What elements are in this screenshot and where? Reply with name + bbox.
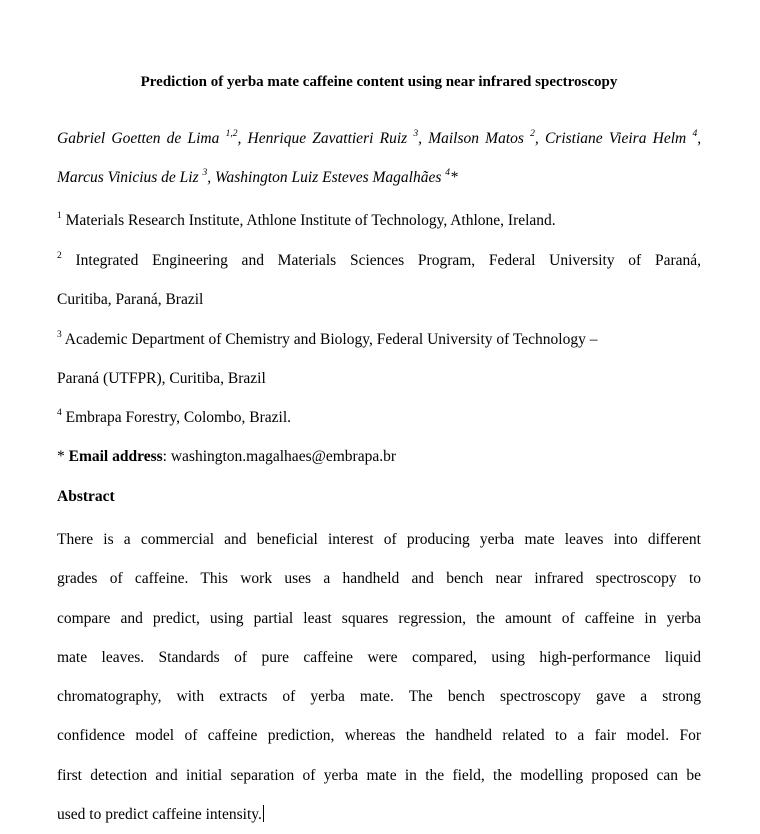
abstract-line-last: used to predict caffeine intensity. bbox=[57, 806, 262, 824]
author-2: Henrique Zavattieri Ruiz $^3$, bbox=[247, 128, 422, 147]
author-affiliation-mark: 4 bbox=[445, 167, 450, 178]
abstract-line: There is a commercial and beneficial interest of producing yerba mate leaves into different bbox=[57, 531, 701, 548]
author-5: Marcus Vinicius de Liz $^3$, bbox=[57, 167, 212, 186]
affiliation-mark: 1 bbox=[57, 210, 62, 221]
abstract-line: compare and predict, using partial least squares regression, the amount of caffeine in yerba bbox=[57, 609, 701, 627]
affiliation-mark: 4 bbox=[57, 407, 62, 418]
abstract-line: chromatography, with extracts of yerba mate. The bench spectroscopy gave a strong bbox=[57, 688, 701, 706]
author-1: Gabriel Goetten de Lima $^{1,2}$, bbox=[57, 128, 242, 147]
affiliation-mark: 2 bbox=[57, 250, 62, 261]
author-affiliation-mark: 3 bbox=[413, 128, 419, 139]
affiliation-2: $^2$ Integrated Engineering and Materials Sciences Program, Federal University of Paraná, Curitiba, Paraná, Brazil bbox=[57, 250, 702, 308]
affiliation-3: $^3$ Academic Department of Chemistry and Biology, Federal University of Technology – Paraná (UTFPR), Curitiba, Brazil bbox=[57, 329, 598, 387]
email-label: Email address bbox=[68, 448, 163, 465]
author-list bbox=[57, 119, 701, 197]
affiliation-mark: 3 bbox=[57, 329, 62, 340]
author-affiliation-mark: 4 bbox=[692, 128, 698, 139]
author-affiliation-mark: 1,2 bbox=[225, 128, 238, 139]
abstract-line: grades of caffeine. This work uses a handheld and bench near infrared spectroscopy to bbox=[57, 570, 701, 588]
abstract-line: mate leaves. Standards of pure caffeine were compared, using high-performance liquid bbox=[57, 648, 701, 666]
author-affiliation-mark: 2 bbox=[530, 128, 535, 139]
affiliation-1: $^1$ Materials Research Institute, Athlone Institute of Technology, Athlone, Ireland. bbox=[57, 210, 556, 229]
author-4: Cristiane Vieira Helm $^4$, bbox=[544, 128, 702, 147]
abstract-line: first detection and initial separation of yerba mate in the field, the modelling proposed can be bbox=[57, 766, 701, 784]
abstract-heading: Abstract bbox=[57, 488, 115, 505]
affiliation-4: $^4$ Embrapa Forestry, Colombo, Brazil. bbox=[57, 407, 292, 426]
text-cursor[interactable] bbox=[263, 805, 264, 822]
author-6: Washington Luiz Esteves Magalhães $^4$* bbox=[215, 167, 458, 186]
abstract-line: confidence model of caffeine prediction, whereas the handheld related to a fair model. For bbox=[57, 727, 701, 745]
author-affiliation-mark: 3 bbox=[202, 167, 208, 178]
author-3: Mailson Matos $^2$, bbox=[428, 128, 539, 147]
email-address: washington.magalhaes@embrapa.br bbox=[170, 448, 397, 465]
paper-title: Prediction of yerba mate caffeine content using near infrared spectroscopy bbox=[140, 74, 618, 90]
corresponding-email: * Email address: washington.magalhaes@embrapa.br bbox=[57, 448, 397, 465]
abstract-body[interactable] bbox=[57, 520, 701, 834]
